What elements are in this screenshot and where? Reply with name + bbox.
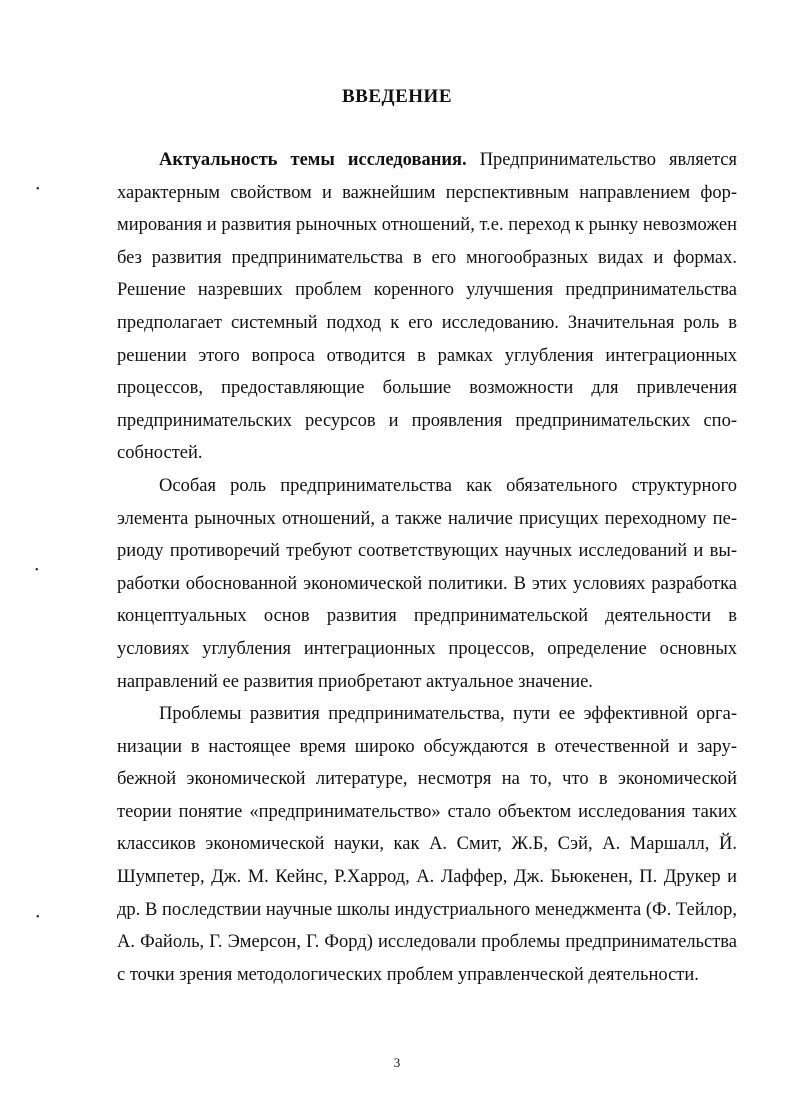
paragraph-1 [117, 144, 737, 470]
paragraph-text: Особая роль предпринимательства как обязательного структурного элемента рыночных отношений, а также наличие присущих переходному периоду противоречий требуют соответствующих научных исследований и выработки обоснованной экономической политики. В этих условиях разработка концептуальных основ развития предпринимательской деятельности в условиях углубления интеграционных процессов, определение основных направлений ее развития приобретают актуальное значение. [117, 475, 737, 692]
paragraph-lead: Актуальность темы исследования. [159, 150, 467, 170]
paragraph-text: Проблемы развития предпринимательства, пути ее эффективной организации в настоящее время широко обсуждаются в отечественной и зарубежной экономической литературе, несмотря на то, что в экономической теории понятие «предпринимательство» стало объектом исследования таких классиков экономической науки, как А. Смит, Ж.Б, Сэй, А. Маршалл, Й. Шумпетер, Дж. М. Кейнс, Р.Харрод, А. Лаффер, Дж. Бьюкенен, П. Друкер и др. В последствии научные школы индустриального менеджмента (Ф. Тейлор, А. Файоль, Г. Эмерсон, Г. Форд) исследовали проблемы предпринимательства с точки зрения методологических проблем управленческой деятельности. [117, 704, 737, 985]
paragraph-text: Предпринимательство является характерным свойством и важнейшим перспективным направлением формирования и развития рыночных отношений, т.е. переход к рынку невозможен без развития предпринимательства в его многообразных видах и формах. Решение назревших проблем коренного улучшения предпринимательства предполагает системный подход к его исследованию. Значительная роль в решении этого вопроса отводится в рамках углубления интеграционных процессов, предоставляющие большие возможности для привлечения предпринимательских ресурсов и проявления предпринимательских способностей. [117, 150, 737, 464]
scan-speck: • [35, 565, 39, 576]
paragraph-3 [117, 698, 737, 991]
paragraph-2 [117, 470, 737, 698]
scan-speck: • [36, 184, 40, 195]
page-number: 3 [393, 1055, 401, 1070]
body-text [117, 144, 737, 991]
scan-speck: • [36, 912, 40, 923]
page-title: ВВЕДЕНИЕ [342, 86, 452, 107]
